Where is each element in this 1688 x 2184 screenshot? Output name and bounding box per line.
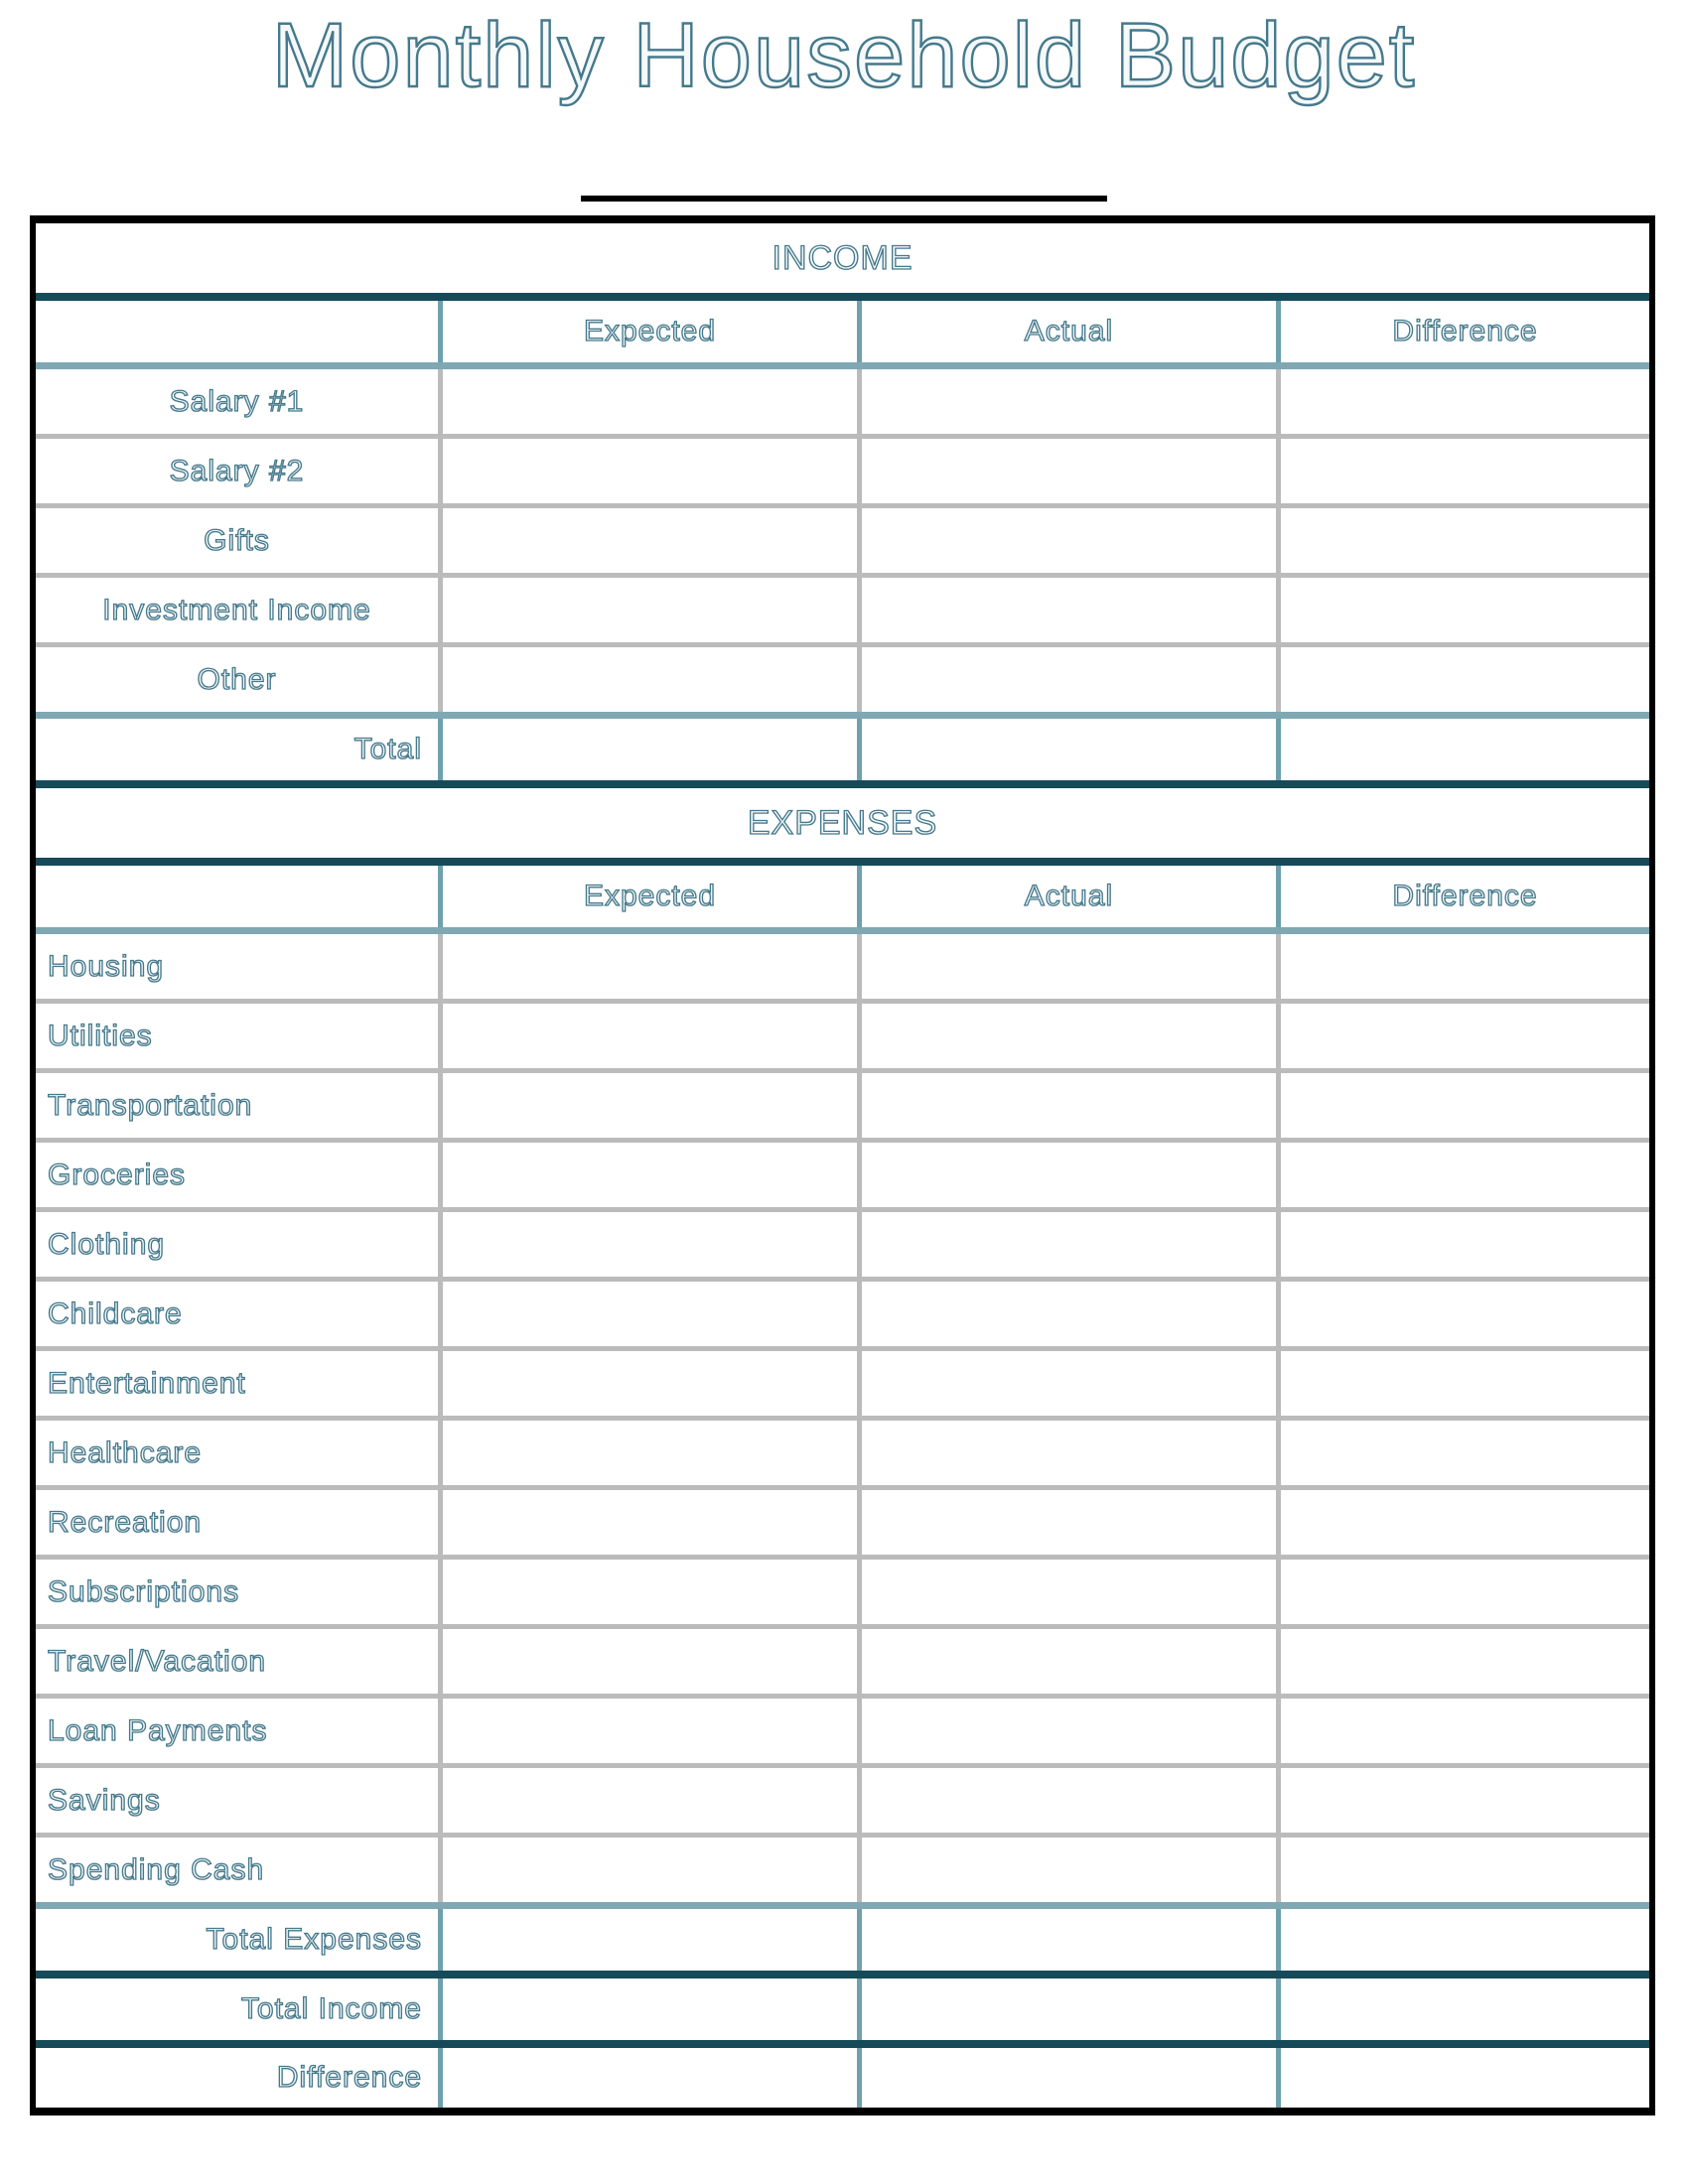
expense-row — [36, 1699, 1649, 1763]
row-label: Transportation — [48, 1088, 253, 1122]
column-header-expected: Expected — [438, 866, 857, 927]
row-label: Utilities — [48, 1019, 153, 1052]
difference-cell[interactable] — [1276, 1490, 1649, 1555]
row-label: Difference — [276, 2061, 422, 2094]
actual-cell[interactable] — [857, 934, 1276, 999]
income-row — [36, 508, 1649, 573]
divider-light — [36, 927, 1649, 934]
difference-cell[interactable] — [1276, 1979, 1649, 2040]
difference-cell[interactable] — [1276, 508, 1649, 573]
difference-cell[interactable] — [1276, 1909, 1649, 1971]
row-label: Total — [353, 733, 422, 765]
row-label: Groceries — [48, 1158, 187, 1191]
expense-row — [36, 934, 1649, 999]
expected-cell[interactable] — [438, 369, 857, 434]
expected-cell[interactable] — [438, 1768, 857, 1833]
difference-cell[interactable] — [1276, 2048, 1649, 2108]
row-label: Loan Payments — [48, 1713, 268, 1747]
expense-row — [36, 1282, 1649, 1346]
row-label: Total Expenses — [206, 1923, 422, 1956]
divider-dark — [36, 2040, 1649, 2048]
row-label: Subscriptions — [48, 1574, 240, 1608]
expense-row — [36, 1143, 1649, 1207]
expense-row — [36, 1629, 1649, 1694]
actual-cell[interactable] — [857, 1143, 1276, 1207]
expense-row — [36, 1490, 1649, 1555]
expected-cell[interactable] — [438, 719, 857, 780]
difference-cell[interactable] — [1276, 1560, 1649, 1624]
actual-cell[interactable] — [857, 1768, 1276, 1833]
expense-row — [36, 1073, 1649, 1138]
row-label: Total Income — [240, 1992, 422, 2025]
blank-header-cell — [36, 301, 438, 362]
expected-cell[interactable] — [438, 1979, 857, 2040]
income-total-row — [36, 719, 1649, 780]
expected-cell[interactable] — [438, 1004, 857, 1068]
divider-dark — [36, 858, 1649, 866]
actual-cell[interactable] — [857, 1351, 1276, 1416]
income-section-header: INCOME — [772, 239, 914, 277]
expenses-section-header: EXPENSES — [747, 804, 938, 842]
column-header-difference: Difference — [1276, 301, 1649, 362]
expected-cell[interactable] — [438, 1560, 857, 1624]
actual-cell[interactable] — [857, 1699, 1276, 1763]
actual-cell[interactable] — [857, 1490, 1276, 1555]
expected-cell[interactable] — [438, 1143, 857, 1207]
difference-cell[interactable] — [1276, 1351, 1649, 1416]
column-header-actual: Actual — [857, 301, 1276, 362]
actual-cell[interactable] — [857, 578, 1276, 642]
expected-cell[interactable] — [438, 439, 857, 503]
actual-cell[interactable] — [857, 1629, 1276, 1694]
expected-cell[interactable] — [438, 1351, 857, 1416]
difference-cell[interactable] — [1276, 1073, 1649, 1138]
actual-cell[interactable] — [857, 1838, 1276, 1902]
budget-table — [30, 215, 1655, 2116]
expected-cell[interactable] — [438, 508, 857, 573]
expense-row — [36, 1212, 1649, 1277]
difference-cell[interactable] — [1276, 1768, 1649, 1833]
row-label: Housing — [48, 949, 165, 983]
expense-row — [36, 1838, 1649, 1902]
row-label: Entertainment — [48, 1366, 246, 1400]
expense-row — [36, 1351, 1649, 1416]
difference-cell[interactable] — [1276, 1629, 1649, 1694]
row-label: Salary #1 — [169, 384, 305, 418]
divider-dark — [36, 1971, 1649, 1979]
expected-cell[interactable] — [438, 647, 857, 712]
difference-cell[interactable] — [1276, 1421, 1649, 1485]
actual-cell[interactable] — [857, 1560, 1276, 1624]
expected-cell[interactable] — [438, 1490, 857, 1555]
actual-cell[interactable] — [857, 647, 1276, 712]
expected-cell[interactable] — [438, 934, 857, 999]
income-column-header-row — [36, 301, 1649, 362]
actual-cell[interactable] — [857, 1073, 1276, 1138]
expected-cell[interactable] — [438, 1073, 857, 1138]
difference-row — [36, 2048, 1649, 2108]
actual-cell[interactable] — [857, 508, 1276, 573]
row-label: Travel/Vacation — [48, 1644, 267, 1678]
income-row — [36, 369, 1649, 434]
difference-cell[interactable] — [1276, 439, 1649, 503]
actual-cell[interactable] — [857, 1004, 1276, 1068]
blank-header-cell — [36, 866, 438, 927]
expected-cell[interactable] — [438, 1629, 857, 1694]
expected-cell[interactable] — [438, 1699, 857, 1763]
total-income-row — [36, 1979, 1649, 2040]
row-label: Childcare — [48, 1297, 183, 1330]
row-label: Spending Cash — [48, 1852, 265, 1886]
row-label: Clothing — [48, 1227, 166, 1261]
row-label: Healthcare — [48, 1435, 203, 1469]
expense-row — [36, 1421, 1649, 1485]
income-row — [36, 578, 1649, 642]
divider-light — [36, 362, 1649, 369]
expected-cell[interactable] — [438, 1282, 857, 1346]
column-header-difference: Difference — [1276, 866, 1649, 927]
difference-cell[interactable] — [1276, 1699, 1649, 1763]
income-row — [36, 439, 1649, 503]
divider-light — [36, 1902, 1649, 1909]
actual-cell[interactable] — [857, 1282, 1276, 1346]
fill-in-name-line — [581, 196, 1107, 202]
actual-cell[interactable] — [857, 2048, 1276, 2108]
difference-cell[interactable] — [1276, 934, 1649, 999]
difference-cell[interactable] — [1276, 1004, 1649, 1068]
column-header-actual: Actual — [857, 866, 1276, 927]
difference-cell[interactable] — [1276, 1838, 1649, 1902]
column-header-expected: Expected — [438, 301, 857, 362]
difference-cell[interactable] — [1276, 578, 1649, 642]
expected-cell[interactable] — [438, 1838, 857, 1902]
income-row — [36, 647, 1649, 712]
expenses-column-header-row — [36, 866, 1649, 927]
expected-cell[interactable] — [438, 2048, 857, 2108]
expected-cell[interactable] — [438, 1421, 857, 1485]
actual-cell[interactable] — [857, 1979, 1276, 2040]
divider-light — [36, 712, 1649, 719]
row-label: Savings — [48, 1783, 161, 1817]
actual-cell[interactable] — [857, 1421, 1276, 1485]
row-label: Recreation — [48, 1505, 203, 1539]
expected-cell[interactable] — [438, 1212, 857, 1277]
difference-cell[interactable] — [1276, 369, 1649, 434]
row-label: Gifts — [204, 523, 270, 557]
row-label: Investment Income — [102, 593, 371, 626]
expense-row — [36, 1768, 1649, 1833]
expense-row — [36, 1004, 1649, 1068]
page-title: Monthly Household Budget — [271, 5, 1417, 106]
row-label: Other — [197, 662, 277, 696]
difference-cell[interactable] — [1276, 1212, 1649, 1277]
actual-cell[interactable] — [857, 1212, 1276, 1277]
actual-cell[interactable] — [857, 719, 1276, 780]
difference-cell[interactable] — [1276, 719, 1649, 780]
difference-cell[interactable] — [1276, 1143, 1649, 1207]
difference-cell[interactable] — [1276, 1282, 1649, 1346]
total-expenses-row — [36, 1909, 1649, 1971]
expected-cell[interactable] — [438, 578, 857, 642]
divider-dark — [36, 293, 1649, 301]
actual-cell[interactable] — [857, 1909, 1276, 1971]
expected-cell[interactable] — [438, 1909, 857, 1971]
actual-cell[interactable] — [857, 439, 1276, 503]
row-label: Salary #2 — [169, 454, 305, 487]
difference-cell[interactable] — [1276, 647, 1649, 712]
actual-cell[interactable] — [857, 369, 1276, 434]
expense-row — [36, 1560, 1649, 1624]
divider-dark — [36, 780, 1649, 788]
